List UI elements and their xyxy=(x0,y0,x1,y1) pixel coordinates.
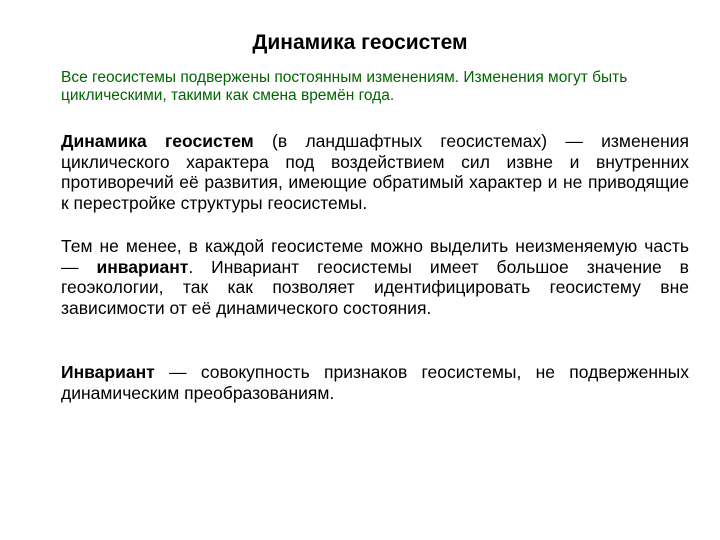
term-invariant: Инвариант xyxy=(61,362,155,382)
term-invariant-inline: инвариант xyxy=(96,256,189,277)
paragraph-dynamics-definition xyxy=(61,131,689,213)
paragraph-invariant-intro-before: Тем не менее, в каждой геосистеме можно выделить неизменяемую часть — xyxy=(61,236,689,277)
paragraph-dynamics-text: (в ландшафтных геосистемах) — изменения циклического характера под воздействием сил извне и внутренних противоречий её развития, имеющие обратимый характер и не приводящие к перестройке структуры геосистемы. xyxy=(61,131,689,213)
slide-title: Динамика геосистем xyxy=(252,31,468,54)
paragraph-invariant-definition xyxy=(61,362,689,403)
paragraph-invariant-intro-after: . Инвариант геосистемы имеет большое значение в геоэкологии, так как позволяет идентифицировать геосистему вне зависимости от её динамического состояния. xyxy=(61,256,689,318)
term-dynamics: Динамика геосистем xyxy=(61,131,254,151)
paragraph-invariant-text: — совокупность признаков геосистемы, не подверженных динамическим преобразованиям. xyxy=(61,362,689,403)
paragraph-invariant-intro xyxy=(61,236,689,318)
slide-subtitle: Все геосистемы подвержены постоянным изменениям. Изменения могут быть циклическими, такими как смена времён года. xyxy=(61,69,628,104)
